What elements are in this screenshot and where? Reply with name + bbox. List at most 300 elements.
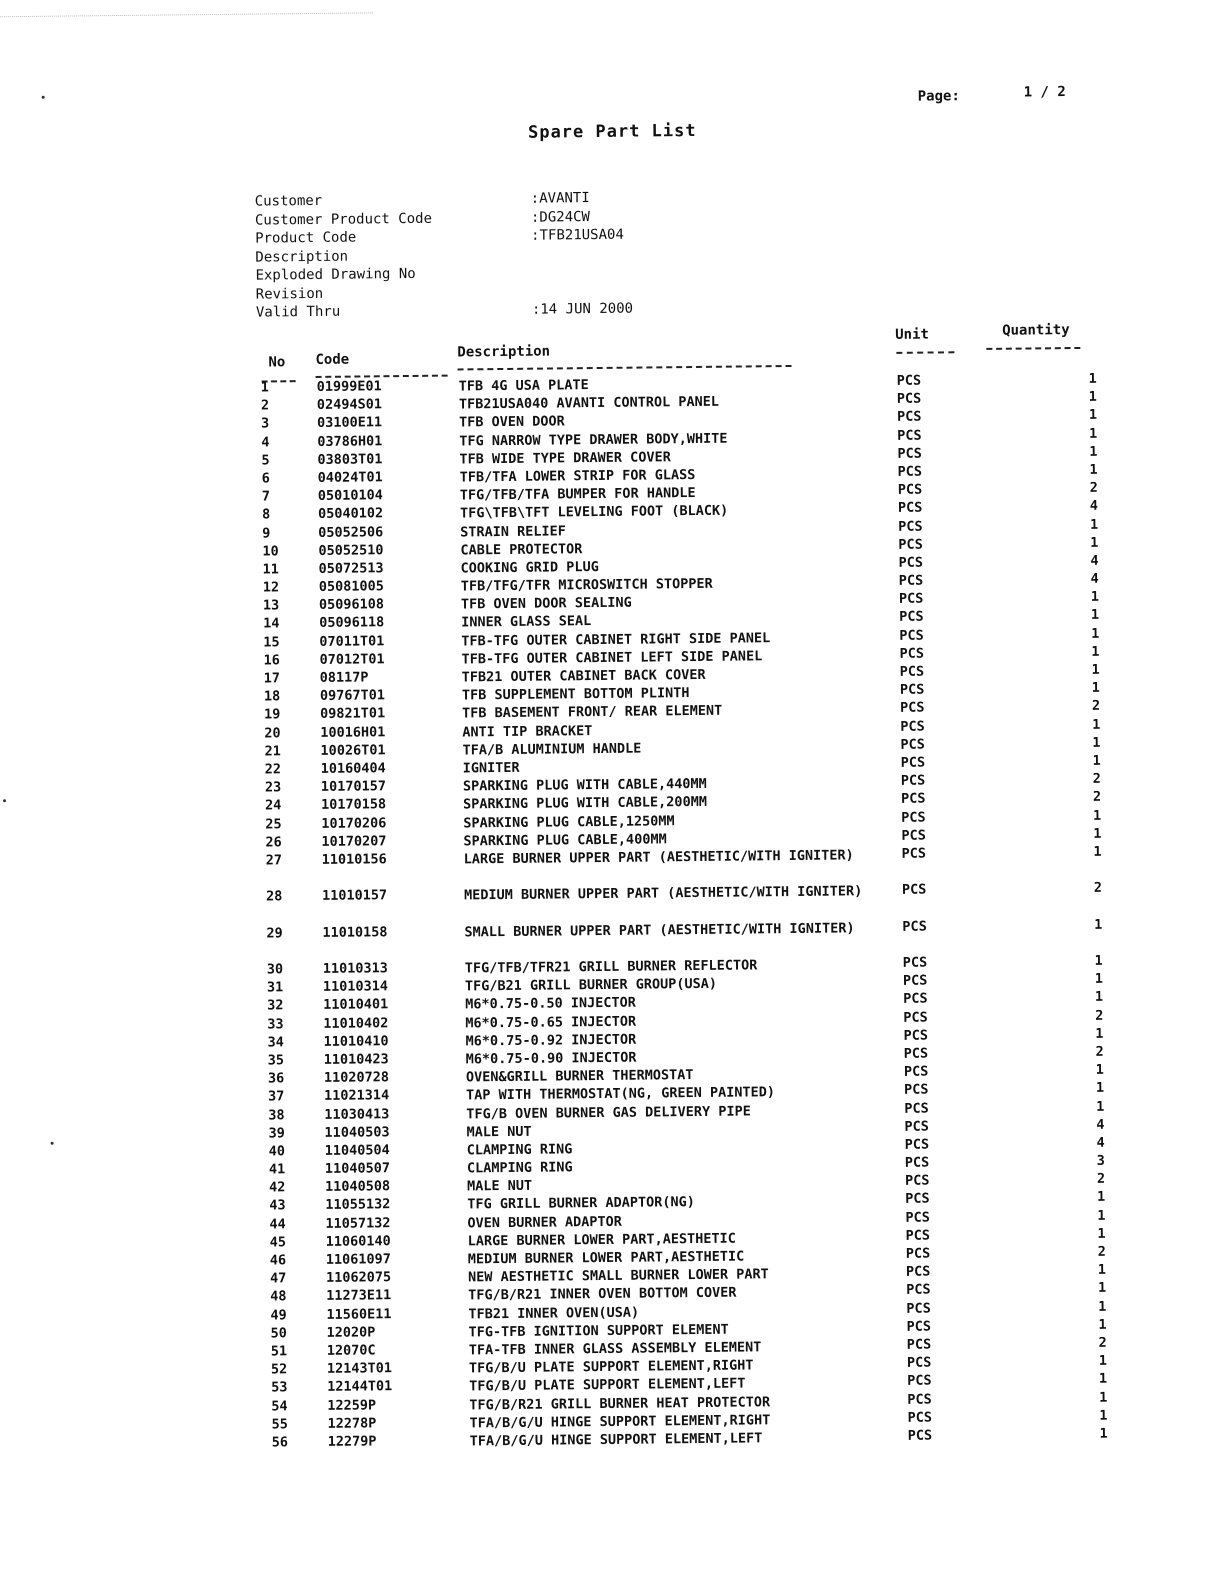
- part-number: 52: [271, 1361, 301, 1377]
- part-description: TFG/B21 GRILL BURNER GROUP(USA): [465, 973, 865, 995]
- header-rule-quantity: [986, 347, 1080, 350]
- part-quantity: 4: [1088, 1116, 1104, 1132]
- part-number: 4: [261, 434, 291, 450]
- part-number: 49: [270, 1307, 300, 1323]
- part-code: 11010314: [323, 978, 388, 995]
- part-quantity: 1: [1085, 825, 1101, 841]
- header-rule-description: [458, 365, 792, 370]
- part-unit: PCS: [901, 827, 926, 843]
- part-description: TFB OVEN DOOR: [459, 410, 859, 432]
- part-number: 39: [268, 1125, 298, 1141]
- part-code: 04024T01: [318, 469, 383, 486]
- part-code: 10160404: [321, 760, 386, 777]
- part-description: LARGE BURNER UPPER PART (AESTHETIC/WITH IGNITER): [464, 846, 864, 868]
- part-description: TFG/TFB/TFA BUMPER FOR HANDLE: [460, 482, 860, 504]
- part-quantity: 1: [1085, 807, 1101, 823]
- part-description: MALE NUT: [466, 1119, 866, 1141]
- scan-speck: [3, 799, 6, 802]
- part-code: 11010313: [323, 960, 388, 977]
- part-description: CLAMPING RING: [467, 1155, 867, 1177]
- part-quantity: 1: [1090, 1280, 1106, 1296]
- metadata-label: Revision: [256, 283, 532, 304]
- part-description: TFB21 INNER OVEN(USA): [468, 1301, 868, 1323]
- part-quantity: 1: [1084, 735, 1100, 751]
- part-unit: PCS: [902, 845, 927, 861]
- part-unit: PCS: [906, 1227, 931, 1243]
- part-quantity: 1: [1081, 425, 1097, 441]
- part-code: 12070C: [327, 1342, 376, 1359]
- part-unit: PCS: [903, 1009, 928, 1025]
- part-unit: PCS: [900, 682, 925, 698]
- part-unit: PCS: [898, 482, 923, 498]
- part-code: 05040102: [318, 506, 383, 523]
- part-quantity: 1: [1091, 1353, 1107, 1369]
- part-code: 11040507: [325, 1160, 390, 1177]
- part-number: 29: [266, 925, 296, 941]
- part-code: 11030413: [324, 1106, 389, 1123]
- part-unit: PCS: [901, 773, 926, 789]
- part-code: 09767T01: [320, 687, 385, 704]
- part-quantity: 2: [1084, 698, 1100, 714]
- part-number: 14: [263, 616, 293, 632]
- part-number: 23: [265, 779, 295, 795]
- part-quantity: 1: [1090, 1317, 1106, 1333]
- part-code: 11040508: [325, 1179, 390, 1196]
- part-number: 1: [261, 379, 291, 395]
- part-unit: PCS: [900, 700, 925, 716]
- part-number: 25: [265, 816, 295, 832]
- part-unit: PCS: [899, 627, 924, 643]
- part-unit: PCS: [901, 809, 926, 825]
- part-quantity: 1: [1082, 462, 1098, 478]
- part-description: SPARKING PLUG WITH CABLE,200MM: [463, 792, 863, 814]
- part-description: TFG/B/R21 INNER OVEN BOTTOM COVER: [468, 1283, 868, 1305]
- column-header-no: No: [268, 354, 285, 370]
- part-code: 11060140: [326, 1233, 391, 1250]
- part-number: 20: [264, 725, 294, 741]
- part-unit: PCS: [900, 664, 925, 680]
- part-quantity: 1: [1081, 444, 1097, 460]
- part-unit: PCS: [905, 1191, 930, 1207]
- part-number: 9: [262, 525, 292, 541]
- part-unit: PCS: [903, 1027, 928, 1043]
- page-number: 1 / 2: [1024, 84, 1066, 100]
- part-number: 45: [270, 1234, 300, 1250]
- part-unit: PCS: [904, 1118, 929, 1134]
- part-description: OVEN BURNER ADAPTOR: [467, 1210, 867, 1232]
- part-quantity: 2: [1089, 1171, 1105, 1187]
- part-quantity: 4: [1082, 498, 1098, 514]
- column-header-description: Description: [457, 344, 550, 361]
- part-number: 5: [261, 452, 291, 468]
- part-unit: PCS: [901, 755, 926, 771]
- part-number: 50: [271, 1325, 301, 1341]
- parts-table: [261, 371, 1132, 1453]
- part-number: 18: [264, 688, 294, 704]
- part-number: 15: [263, 634, 293, 650]
- part-number: 12: [263, 579, 293, 595]
- part-description: SMALL BURNER UPPER PART (AESTHETIC/WITH IGNITER): [464, 919, 864, 941]
- part-description: TFB-TFG OUTER CABINET LEFT SIDE PANEL: [461, 646, 861, 668]
- part-unit: PCS: [904, 1046, 929, 1062]
- part-code: 11055132: [325, 1197, 390, 1214]
- part-code: 10170206: [321, 815, 386, 832]
- part-code: 11061097: [326, 1251, 391, 1268]
- part-number: 17: [264, 670, 294, 686]
- part-description: INNER GLASS SEAL: [461, 610, 861, 632]
- part-number: 28: [266, 888, 296, 904]
- part-quantity: 1: [1085, 753, 1101, 769]
- metadata-value: :AVANTI: [531, 190, 590, 209]
- part-quantity: 3: [1089, 1153, 1105, 1169]
- part-description: TFG/B/U PLATE SUPPORT ELEMENT,LEFT: [469, 1374, 869, 1396]
- part-number: 47: [270, 1270, 300, 1286]
- part-description: TFB21 OUTER CABINET BACK COVER: [462, 664, 862, 686]
- part-number: 7: [262, 488, 292, 504]
- part-quantity: 2: [1086, 880, 1102, 896]
- part-description: SPARKING PLUG WITH CABLE,440MM: [463, 773, 863, 795]
- part-code: 05052506: [318, 524, 383, 541]
- part-number: 33: [267, 1016, 297, 1032]
- part-number: 55: [271, 1416, 301, 1432]
- part-code: 05072513: [319, 560, 384, 577]
- part-description: M6*0.75-0.92 INJECTOR: [465, 1028, 865, 1050]
- part-number: 13: [263, 597, 293, 613]
- part-unit: PCS: [902, 882, 927, 898]
- part-number: 19: [264, 707, 294, 723]
- part-quantity: 1: [1084, 680, 1100, 696]
- part-unit: PCS: [904, 1064, 929, 1080]
- part-code: 11010156: [322, 851, 387, 868]
- part-unit: PCS: [898, 500, 923, 516]
- part-number: 40: [269, 1143, 299, 1159]
- part-code: 11010157: [322, 888, 387, 905]
- part-quantity: 1: [1081, 407, 1097, 423]
- part-quantity: 2: [1090, 1244, 1106, 1260]
- part-description: MEDIUM BURNER LOWER PART,AESTHETIC: [468, 1246, 868, 1268]
- part-description: NEW AESTHETIC SMALL BURNER LOWER PART: [468, 1264, 868, 1286]
- part-unit: PCS: [905, 1155, 930, 1171]
- part-quantity: 1: [1089, 1189, 1105, 1205]
- part-quantity: 1: [1088, 1080, 1104, 1096]
- part-description: SPARKING PLUG CABLE,400MM: [463, 828, 863, 850]
- part-quantity: 1: [1087, 953, 1103, 969]
- part-unit: PCS: [899, 591, 924, 607]
- part-description: TFG/B/U PLATE SUPPORT ELEMENT,RIGHT: [469, 1355, 869, 1377]
- part-number: 26: [265, 834, 295, 850]
- part-code: 12144T01: [327, 1379, 392, 1396]
- part-code: 07011T01: [319, 633, 384, 650]
- metadata-value: :14 JUN 2000: [532, 301, 633, 321]
- part-description: IGNITER: [463, 755, 863, 777]
- part-unit: PCS: [905, 1209, 930, 1225]
- part-code: 03803T01: [317, 451, 382, 468]
- part-number: 48: [270, 1289, 300, 1305]
- part-quantity: 2: [1091, 1335, 1107, 1351]
- part-unit: PCS: [897, 445, 922, 461]
- part-description: TFG GRILL BURNER ADAPTOR(NG): [467, 1192, 867, 1214]
- part-code: 10170158: [321, 797, 386, 814]
- part-description: TFB 4G USA PLATE: [459, 373, 859, 395]
- part-number: 44: [269, 1216, 299, 1232]
- part-unit: PCS: [902, 918, 927, 934]
- part-quantity: 1: [1083, 625, 1099, 641]
- part-number: 27: [266, 852, 296, 868]
- part-number: 10: [262, 543, 292, 559]
- part-number: 30: [267, 961, 297, 977]
- part-code: 05010104: [318, 487, 383, 504]
- part-code: 07012T01: [319, 651, 384, 668]
- part-unit: PCS: [898, 464, 923, 480]
- part-quantity: 1: [1091, 1407, 1107, 1423]
- metadata-label: Customer Product Code: [255, 209, 531, 230]
- part-description: SPARKING PLUG CABLE,1250MM: [463, 810, 863, 832]
- part-description: TFB21USA040 AVANTI CONTROL PANEL: [459, 391, 859, 413]
- part-description: COOKING GRID PLUG: [461, 555, 861, 577]
- part-quantity: 1: [1086, 916, 1102, 932]
- part-quantity: 1: [1090, 1226, 1106, 1242]
- part-unit: PCS: [903, 973, 928, 989]
- part-unit: PCS: [903, 991, 928, 1007]
- part-quantity: 1: [1087, 971, 1103, 987]
- part-code: 10170157: [321, 778, 386, 795]
- part-code: 12143T01: [327, 1360, 392, 1377]
- metadata-value: :DG24CW: [531, 209, 590, 228]
- part-description: TFG NARROW TYPE DRAWER BODY,WHITE: [459, 428, 859, 450]
- part-number: 21: [264, 743, 294, 759]
- scan-artifact-line: [0, 12, 373, 17]
- header-rule-unit: [896, 351, 954, 354]
- part-quantity: 2: [1085, 789, 1101, 805]
- metadata-value: :TFB21USA04: [531, 227, 624, 246]
- part-code: 09821T01: [320, 706, 385, 723]
- part-quantity: 1: [1082, 534, 1098, 550]
- part-number: 42: [269, 1179, 299, 1195]
- part-quantity: 1: [1081, 371, 1097, 387]
- part-description: M6*0.75-0.50 INJECTOR: [465, 992, 865, 1014]
- part-unit: PCS: [899, 609, 924, 625]
- part-unit: PCS: [899, 573, 924, 589]
- part-description: TFG/B/R21 GRILL BURNER HEAT PROTECTOR: [469, 1392, 869, 1414]
- part-unit: PCS: [904, 1082, 929, 1098]
- part-code: 05096108: [319, 597, 384, 614]
- part-number: 53: [271, 1380, 301, 1396]
- part-number: 2: [261, 397, 291, 413]
- part-description: TFA-TFB INNER GLASS ASSEMBLY ELEMENT: [469, 1337, 869, 1359]
- part-number: 38: [268, 1107, 298, 1123]
- part-unit: PCS: [897, 427, 922, 443]
- part-description: ANTI TIP BRACKET: [462, 719, 862, 741]
- part-code: 10026T01: [320, 742, 385, 759]
- part-quantity: 1: [1084, 662, 1100, 678]
- part-quantity: 1: [1086, 844, 1102, 860]
- part-quantity: 1: [1081, 389, 1097, 405]
- page-label: Page:: [918, 88, 960, 104]
- part-code: 11010402: [323, 1015, 388, 1032]
- part-unit: PCS: [908, 1427, 933, 1443]
- part-number: 16: [263, 652, 293, 668]
- part-code: 08117P: [320, 669, 369, 686]
- part-unit: PCS: [900, 736, 925, 752]
- metadata-label: Valid Thru: [256, 302, 532, 323]
- scan-speck: [42, 96, 45, 99]
- scan-speck: [51, 1142, 54, 1145]
- part-description: LARGE BURNER LOWER PART,AESTHETIC: [468, 1228, 868, 1250]
- metadata-row: [255, 227, 632, 249]
- part-unit: PCS: [900, 718, 925, 734]
- part-number: 6: [262, 470, 292, 486]
- part-unit: PCS: [897, 409, 922, 425]
- part-number: 56: [272, 1434, 302, 1450]
- part-code: 11040503: [324, 1124, 389, 1141]
- part-quantity: 2: [1082, 480, 1098, 496]
- part-quantity: 4: [1089, 1135, 1105, 1151]
- part-number: 51: [271, 1343, 301, 1359]
- part-number: 8: [262, 507, 292, 523]
- part-description: TAP WITH THERMOSTAT(NG, GREEN PAINTED): [466, 1083, 866, 1105]
- part-quantity: 1: [1088, 1098, 1104, 1114]
- part-description: TFA/B/G/U HINGE SUPPORT ELEMENT,LEFT: [470, 1428, 870, 1450]
- part-code: 11010410: [323, 1033, 388, 1050]
- part-description: TFB SUPPLEMENT BOTTOM PLINTH: [462, 682, 862, 704]
- part-number: 36: [268, 1070, 298, 1086]
- part-description: TFG/B OVEN BURNER GAS DELIVERY PIPE: [466, 1101, 866, 1123]
- metadata-label: Description: [255, 246, 531, 267]
- part-description: CLAMPING RING: [467, 1137, 867, 1159]
- part-description: TFA/B ALUMINIUM HANDLE: [462, 737, 862, 759]
- part-code: 11021314: [324, 1088, 389, 1105]
- part-quantity: 1: [1087, 989, 1103, 1005]
- part-number: 54: [271, 1398, 301, 1414]
- document-title: Spare Part List: [528, 121, 697, 143]
- part-description: TFB WIDE TYPE DRAWER COVER: [459, 446, 859, 468]
- part-number: 11: [263, 561, 293, 577]
- part-number: 32: [267, 998, 297, 1014]
- part-code: 02494S01: [317, 396, 382, 413]
- part-unit: PCS: [897, 373, 922, 389]
- part-code: 12259P: [327, 1397, 376, 1414]
- part-quantity: 4: [1082, 553, 1098, 569]
- metadata-label: Exploded Drawing No: [255, 265, 531, 286]
- part-unit: PCS: [906, 1282, 931, 1298]
- metadata-label: Product Code: [255, 228, 531, 249]
- part-unit: PCS: [907, 1391, 932, 1407]
- part-code: 11057132: [325, 1215, 390, 1232]
- part-description: OVEN&GRILL BURNER THERMOSTAT: [466, 1064, 866, 1086]
- part-code: 12279P: [328, 1433, 377, 1450]
- part-quantity: 1: [1091, 1389, 1107, 1405]
- part-quantity: 1: [1082, 516, 1098, 532]
- part-description: M6*0.75-0.90 INJECTOR: [466, 1046, 866, 1068]
- part-number: 46: [270, 1252, 300, 1268]
- part-unit: PCS: [899, 645, 924, 661]
- column-header-quantity: Quantity: [1002, 322, 1070, 339]
- part-quantity: 1: [1083, 607, 1099, 623]
- part-code: 11010401: [323, 997, 388, 1014]
- part-description: TFB OVEN DOOR SEALING: [461, 592, 861, 614]
- part-description: TFG/TFB/TFR21 GRILL BURNER REFLECTOR: [465, 955, 865, 977]
- part-number: 37: [268, 1089, 298, 1105]
- part-description: TFB BASEMENT FRONT/ REAR ELEMENT: [462, 701, 862, 723]
- part-quantity: 2: [1085, 771, 1101, 787]
- part-code: 12278P: [327, 1415, 376, 1432]
- part-quantity: 1: [1090, 1298, 1106, 1314]
- part-quantity: 4: [1083, 571, 1099, 587]
- part-unit: PCS: [907, 1355, 932, 1371]
- part-unit: PCS: [906, 1264, 931, 1280]
- part-quantity: 1: [1090, 1262, 1106, 1278]
- column-header-code: Code: [315, 352, 349, 368]
- column-header-unit: Unit: [895, 327, 929, 343]
- part-code: 10170207: [321, 833, 386, 850]
- part-description: MEDIUM BURNER UPPER PART (AESTHETIC/WITH IGNITER): [464, 883, 864, 905]
- part-unit: PCS: [906, 1318, 931, 1334]
- metadata-block: [255, 190, 633, 323]
- part-code: 05081005: [319, 578, 384, 595]
- part-quantity: 1: [1091, 1371, 1107, 1387]
- part-code: 11010423: [324, 1051, 389, 1068]
- part-number: 34: [267, 1034, 297, 1050]
- part-number: 43: [269, 1198, 299, 1214]
- metadata-row: [256, 301, 633, 323]
- part-unit: PCS: [907, 1337, 932, 1353]
- part-code: 10016H01: [320, 724, 385, 741]
- part-quantity: 2: [1088, 1044, 1104, 1060]
- part-unit: PCS: [906, 1246, 931, 1262]
- part-number: 22: [265, 761, 295, 777]
- part-code: 11560E11: [326, 1306, 391, 1323]
- part-number: 41: [269, 1161, 299, 1177]
- part-code: 05096118: [319, 615, 384, 632]
- part-code: 03100E11: [317, 415, 382, 432]
- part-unit: PCS: [901, 791, 926, 807]
- part-description: STRAIN RELIEF: [460, 519, 860, 541]
- part-quantity: 1: [1083, 589, 1099, 605]
- part-number: 24: [265, 798, 295, 814]
- part-description: TFB/TFA LOWER STRIP FOR GLASS: [460, 464, 860, 486]
- part-quantity: 1: [1087, 1026, 1103, 1042]
- part-description: CABLE PROTECTOR: [460, 537, 860, 559]
- part-quantity: 1: [1084, 716, 1100, 732]
- part-code: 01999E01: [317, 378, 382, 395]
- part-unit: PCS: [905, 1137, 930, 1153]
- part-description: TFB/TFG/TFR MICROSWITCH STOPPER: [461, 573, 861, 595]
- part-quantity: 1: [1092, 1426, 1108, 1442]
- part-number: 3: [261, 416, 291, 432]
- part-unit: PCS: [904, 1100, 929, 1116]
- part-unit: PCS: [897, 391, 922, 407]
- part-code: 05052510: [318, 542, 383, 559]
- part-description: TFG\TFB\TFT LEVELING FOOT (BLACK): [460, 501, 860, 523]
- part-code: 03786H01: [317, 433, 382, 450]
- part-description: TFG-TFB IGNITION SUPPORT ELEMENT: [469, 1319, 869, 1341]
- part-description: TFB-TFG OUTER CABINET RIGHT SIDE PANEL: [461, 628, 861, 650]
- part-code: 11273E11: [326, 1288, 391, 1305]
- part-unit: PCS: [906, 1300, 931, 1316]
- part-quantity: 1: [1083, 644, 1099, 660]
- part-unit: PCS: [907, 1373, 932, 1389]
- metadata-label: Customer: [255, 191, 531, 212]
- part-number: 31: [267, 979, 297, 995]
- part-unit: PCS: [905, 1173, 930, 1189]
- part-unit: PCS: [898, 518, 923, 534]
- part-code: 12020P: [327, 1324, 376, 1341]
- part-quantity: 1: [1089, 1207, 1105, 1223]
- part-code: 11020728: [324, 1069, 389, 1086]
- part-unit: PCS: [903, 955, 928, 971]
- part-code: 11062075: [326, 1269, 391, 1286]
- part-description: M6*0.75-0.65 INJECTOR: [465, 1010, 865, 1032]
